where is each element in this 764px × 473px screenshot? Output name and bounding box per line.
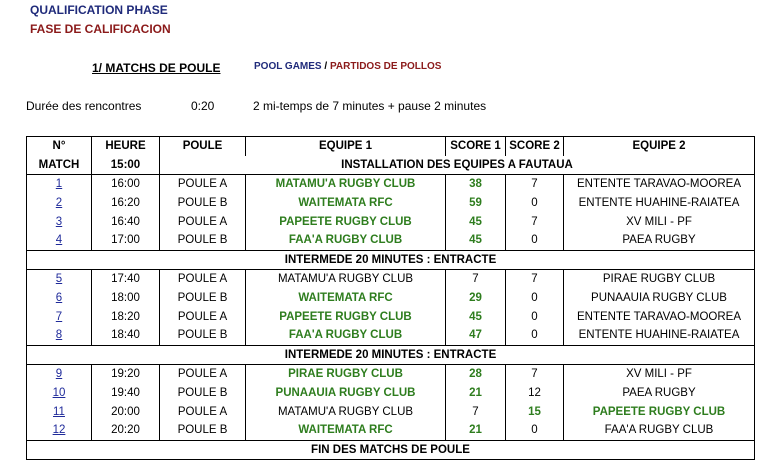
team1-cell: FAA'A RUGBY CLUB — [246, 231, 446, 250]
match-pool-cell: POULE A — [160, 212, 246, 231]
title-spanish: FASE DE CALIFICACION — [30, 22, 171, 36]
team1-cell: PIRAE RUGBY CLUB — [246, 365, 446, 384]
team1-cell: WAITEMATA RFC — [246, 289, 446, 308]
team2-cell: XV MILI - PF — [564, 365, 755, 384]
match-number-link[interactable]: 11 — [53, 405, 65, 418]
score1-cell: 29 — [446, 289, 506, 308]
match-time-cell: 17:40 — [92, 270, 160, 289]
match-number-link-cell — [27, 212, 92, 231]
duration-description: 2 mi-temps de 7 minutes + pause 2 minutes — [253, 99, 487, 113]
match-number-link[interactable]: 5 — [55, 273, 63, 286]
intermission-text: INTERMEDE 20 MINUTES : ENTRACTE — [27, 250, 755, 270]
score1-cell: 59 — [446, 194, 506, 213]
table-row — [27, 326, 755, 345]
match-number-link[interactable]: 8 — [55, 329, 63, 342]
team2-cell: PIRAE RUGBY CLUB — [564, 270, 755, 289]
team2-cell: ENTENTE TARAVAO-MOOREA — [564, 307, 755, 326]
match-number-link[interactable]: 3 — [55, 215, 63, 228]
score1-cell: 7 — [446, 402, 506, 421]
match-number-link-cell — [27, 402, 92, 421]
install-text: INSTALLATION DES EQUIPES A FAUTAUA — [160, 156, 755, 175]
match-time-cell: 18:40 — [92, 326, 160, 345]
end-text: FIN DES MATCHS DE POULE — [27, 440, 755, 460]
pool-games-separator: / — [321, 61, 330, 72]
match-pool-cell: POULE B — [160, 231, 246, 250]
team2-cell: FAA'A RUGBY CLUB — [564, 421, 755, 440]
duration-label: Durée des rencontres — [26, 99, 142, 113]
match-number-link-cell — [27, 231, 92, 250]
table-row — [27, 194, 755, 213]
match-number-link-cell — [27, 326, 92, 345]
match-time-cell: 16:40 — [92, 212, 160, 231]
team2-cell: ENTENTE TARAVAO-MOOREA — [564, 175, 755, 194]
score2-cell: 0 — [506, 194, 564, 213]
team1-cell: MATAMU'A RUGBY CLUB — [246, 175, 446, 194]
match-number-link[interactable]: 12 — [52, 424, 66, 437]
match-pool-cell: POULE A — [160, 270, 246, 289]
team1-cell: MATAMU'A RUGBY CLUB — [246, 270, 446, 289]
team2-cell: ENTENTE HUAHINE-RAIATEA — [564, 326, 755, 345]
table-row — [27, 307, 755, 326]
match-pool-cell: POULE B — [160, 421, 246, 440]
match-pool-cell: POULE B — [160, 194, 246, 213]
match-time-cell: 16:00 — [92, 175, 160, 194]
match-number-link-cell — [27, 384, 92, 403]
col-header-equipe1: EQUIPE 1 — [246, 137, 446, 156]
score1-cell: 21 — [446, 384, 506, 403]
match-number-link-cell — [27, 175, 92, 194]
match-time-cell: 19:40 — [92, 384, 160, 403]
score2-cell: 15 — [506, 402, 564, 421]
end-row — [27, 440, 755, 460]
section-title: 1/ MATCHS DE POULE — [92, 61, 221, 75]
col-header-num: N° — [27, 137, 92, 156]
table-row — [27, 212, 755, 231]
match-pool-cell: POULE A — [160, 402, 246, 421]
score1-cell: 7 — [446, 270, 506, 289]
team2-cell: XV MILI - PF — [564, 212, 755, 231]
team2-cell: PAEA RUGBY — [564, 384, 755, 403]
match-pool-cell: POULE B — [160, 289, 246, 308]
score1-cell: 21 — [446, 421, 506, 440]
match-number-link-cell — [27, 194, 92, 213]
team2-cell: PAEA RUGBY — [564, 231, 755, 250]
match-number-link[interactable]: 10 — [52, 387, 66, 400]
col-header-equipe2: EQUIPE 2 — [564, 137, 755, 156]
match-time-cell: 20:00 — [92, 402, 160, 421]
col-header-score2: SCORE 2 — [506, 137, 564, 156]
score2-cell: 7 — [506, 175, 564, 194]
intermission-row — [27, 345, 755, 365]
title-english: QUALIFICATION PHASE — [30, 3, 168, 17]
team2-cell: PAPEETE RUGBY CLUB — [564, 402, 755, 421]
score2-cell: 7 — [506, 212, 564, 231]
match-number-link[interactable]: 9 — [55, 368, 63, 381]
score2-cell: 7 — [506, 270, 564, 289]
match-number-link[interactable]: 1 — [55, 178, 63, 191]
match-number-link[interactable]: 2 — [55, 197, 63, 210]
table-row — [27, 384, 755, 403]
match-time-cell: 18:00 — [92, 289, 160, 308]
install-time: 15:00 — [92, 156, 160, 175]
score2-cell: 7 — [506, 365, 564, 384]
match-number-link-cell — [27, 365, 92, 384]
match-time-cell: 16:20 — [92, 194, 160, 213]
team1-cell: WAITEMATA RFC — [246, 194, 446, 213]
score1-cell: 45 — [446, 231, 506, 250]
match-time-cell: 20:20 — [92, 421, 160, 440]
team2-cell: PUNAAUIA RUGBY CLUB — [564, 289, 755, 308]
match-pool-cell: POULE B — [160, 326, 246, 345]
match-number-link[interactable]: 4 — [55, 234, 63, 247]
table-row — [27, 289, 755, 308]
table-row — [27, 402, 755, 421]
score1-cell: 47 — [446, 326, 506, 345]
match-pool-cell: POULE A — [160, 307, 246, 326]
team1-cell: PAPEETE RUGBY CLUB — [246, 307, 446, 326]
match-time-cell: 19:20 — [92, 365, 160, 384]
table-row — [27, 421, 755, 440]
team1-cell: PAPEETE RUGBY CLUB — [246, 212, 446, 231]
duration-value: 0:20 — [191, 99, 215, 113]
score1-cell: 38 — [446, 175, 506, 194]
pool-games-es: PARTIDOS DE POLLOS — [329, 61, 442, 72]
score2-cell: 12 — [506, 384, 564, 403]
team1-cell: FAA'A RUGBY CLUB — [246, 326, 446, 345]
table-row — [27, 365, 755, 384]
pool-games-en: POOL GAMES — [254, 61, 322, 72]
table-row — [27, 175, 755, 194]
col-header-heure: HEURE — [92, 137, 160, 156]
intermission-row — [27, 250, 755, 270]
match-number-link[interactable]: 6 — [55, 292, 63, 305]
team2-cell: ENTENTE HUAHINE-RAIATEA — [564, 194, 755, 213]
match-number-link-cell — [27, 421, 92, 440]
install-row — [27, 156, 755, 175]
match-time-cell: 17:00 — [92, 231, 160, 250]
team1-cell: PUNAAUIA RUGBY CLUB — [246, 384, 446, 403]
score2-cell: 0 — [506, 421, 564, 440]
col-header-match: MATCH — [27, 156, 92, 175]
col-header-score1: SCORE 1 — [446, 137, 506, 156]
match-number-link-cell — [27, 270, 92, 289]
match-pool-cell: POULE A — [160, 175, 246, 194]
table-row — [27, 231, 755, 250]
schedule-table — [26, 136, 755, 460]
score2-cell: 0 — [506, 307, 564, 326]
score1-cell: 28 — [446, 365, 506, 384]
score2-cell: 0 — [506, 231, 564, 250]
col-header-poule: POULE — [160, 137, 246, 156]
table-header-row — [27, 137, 755, 156]
match-time-cell: 18:20 — [92, 307, 160, 326]
score1-cell: 45 — [446, 212, 506, 231]
match-pool-cell: POULE A — [160, 365, 246, 384]
score1-cell: 45 — [446, 307, 506, 326]
team1-cell: MATAMU'A RUGBY CLUB — [246, 402, 446, 421]
match-pool-cell: POULE B — [160, 384, 246, 403]
match-number-link-cell — [27, 307, 92, 326]
match-number-link-cell — [27, 289, 92, 308]
pool-games-label — [254, 61, 441, 72]
table-row — [27, 270, 755, 289]
score2-cell: 0 — [506, 326, 564, 345]
match-number-link[interactable]: 7 — [55, 310, 63, 323]
score2-cell: 0 — [506, 289, 564, 308]
intermission-text: INTERMEDE 20 MINUTES : ENTRACTE — [27, 345, 755, 365]
team1-cell: WAITEMATA RFC — [246, 421, 446, 440]
